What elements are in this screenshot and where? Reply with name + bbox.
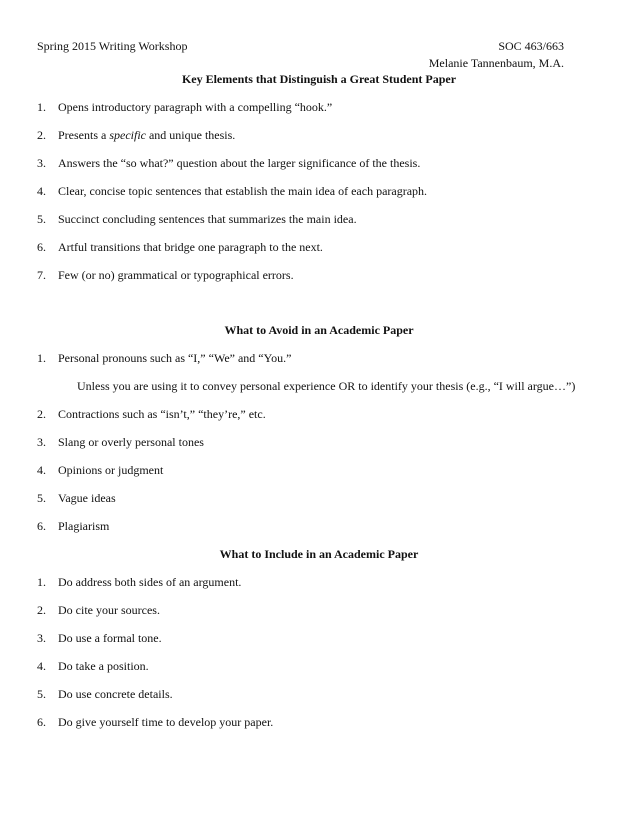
section2-item-number: 2.: [37, 407, 46, 421]
section2-item-text: Contractions such as “isn’t,” “they’re,” etc.: [58, 407, 266, 421]
section2-item-text: Slang or overly personal tones: [58, 435, 204, 449]
section3-item-text: Do use a formal tone.: [58, 631, 162, 645]
section2-item-text: Plagiarism: [58, 519, 110, 533]
section1-title: Key Elements that Distinguish a Great Student Paper: [181, 72, 457, 86]
section2-title: What to Avoid in an Academic Paper: [224, 323, 414, 337]
header-workshop: Spring 2015 Writing Workshop: [37, 39, 188, 53]
section1-item-text: Few (or no) grammatical or typographical errors.: [58, 268, 294, 282]
thesis-emphasis: specific: [109, 128, 146, 142]
section2-item-text: Vague ideas: [58, 491, 116, 505]
section1-item-number: 4.: [37, 184, 46, 198]
section1-item-number: 6.: [37, 240, 46, 254]
section2-item-number: 1.: [37, 351, 46, 365]
section3-item-text: Do take a position.: [58, 659, 149, 673]
section3-item-number: 6.: [37, 715, 46, 729]
section1-item-text: Answers the “so what?” question about the larger significance of the thesis.: [58, 156, 421, 170]
section2-item-number: 5.: [37, 491, 46, 505]
section1-item-number: 7.: [37, 268, 46, 282]
section3-item-text: Do address both sides of an argument.: [58, 575, 242, 589]
section1-item-number: 5.: [37, 212, 46, 226]
thesis-post: and unique thesis.: [145, 128, 236, 142]
section3-item-text: Do cite your sources.: [58, 603, 160, 617]
section3-item-number: 3.: [37, 631, 46, 645]
section1-item-number: 1.: [37, 100, 46, 114]
section1-item-text: Artful transitions that bridge one paragraph to the next.: [58, 240, 323, 254]
section1-item-text: [58, 128, 235, 142]
section3-item-number: 5.: [37, 687, 46, 701]
section2-item-number: 4.: [37, 463, 46, 477]
section2-item-number: 6.: [37, 519, 46, 533]
section2-item-number: 3.: [37, 435, 46, 449]
thesis-pre: Presents a: [58, 128, 110, 142]
header-course: SOC 463/663: [498, 39, 564, 53]
section3-item-text: Do give yourself time to develop your paper.: [58, 715, 274, 729]
section3-item-number: 2.: [37, 603, 46, 617]
section3-item-number: 4.: [37, 659, 46, 673]
section1-item-number: 3.: [37, 156, 46, 170]
section2-note: Unless you are using it to convey personal experience OR to identify your thesis (e.g., “I will argue…”): [77, 379, 576, 393]
header-author: Melanie Tannenbaum, M.A.: [428, 56, 564, 70]
section3-title: What to Include in an Academic Paper: [219, 547, 419, 561]
section1-item-text: Succinct concluding sentences that summarizes the main idea.: [58, 212, 357, 226]
section2-item-text: Opinions or judgment: [58, 463, 164, 477]
section1-item-text: Clear, concise topic sentences that establish the main idea of each paragraph.: [58, 184, 428, 198]
section3-item-text: Do use concrete details.: [58, 687, 173, 701]
section3-item-number: 1.: [37, 575, 46, 589]
section2-item-text: Personal pronouns such as “I,” “We” and “You.”: [58, 351, 292, 365]
section1-item-text: Opens introductory paragraph with a compelling “hook.”: [58, 100, 333, 114]
section1-item-number: 2.: [37, 128, 46, 142]
